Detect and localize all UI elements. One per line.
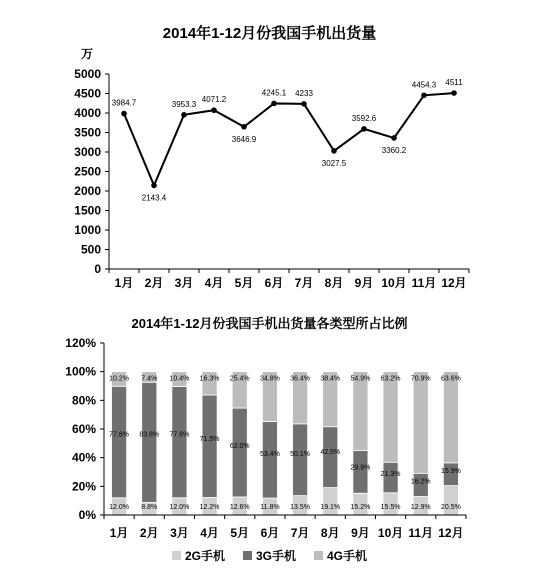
bar-chart-y-tick-label: 60%: [71, 422, 96, 436]
line-chart-data-label: 2143.4: [141, 193, 167, 203]
bar-segment-3g: [172, 387, 187, 498]
bar-chart-y-tick-label: 0%: [78, 508, 96, 522]
line-chart-data-label: 3646.9: [231, 134, 257, 144]
bar-segment-label: 29.9%: [350, 464, 371, 472]
bar-segment-label: 10.4%: [169, 375, 190, 383]
bar-segment-3g: [262, 422, 277, 499]
bar-segment-label: 11.8%: [260, 504, 280, 511]
bar-segment-3g: [323, 427, 338, 488]
line-chart-data-point: [241, 124, 247, 130]
bar-segment-label: 42.5%: [320, 449, 341, 457]
bar-segment-4g: [353, 372, 368, 451]
line-chart-data-point: [301, 101, 307, 107]
bar-segment-label: 62.0%: [229, 443, 250, 451]
bar-chart-y-tick-label: 120%: [65, 336, 96, 350]
bar-segment-3g: [353, 450, 368, 493]
bar-segment-label: 12.2%: [199, 504, 220, 511]
bar-segment-label: 83.8%: [139, 431, 160, 439]
line-chart-x-tick-label: 12月: [441, 276, 467, 290]
bar-segment-label: 70.9%: [410, 375, 431, 383]
line-chart-y-tick-label: 2000: [74, 184, 101, 198]
line-chart-data-label: 3027.5: [321, 158, 347, 168]
bar-chart-title: 2014年1-12月份我国手机出货量各类型所占比例: [131, 316, 408, 331]
bar-chart-y-tick-label: 20%: [71, 479, 96, 494]
legend-label-2g: 2G手机: [184, 549, 225, 563]
bar-segment-4g: [383, 372, 398, 463]
bar-segment-label: 21.3%: [380, 470, 401, 478]
line-chart-data-point: [331, 148, 337, 154]
bar-segment-label: 16.2%: [410, 478, 431, 486]
legend-item-2g: [172, 547, 225, 564]
bar-segment-label: 15.9%: [440, 468, 461, 476]
bar-segment-label: 71.5%: [199, 436, 220, 444]
bar-segment-label: 13.5%: [290, 504, 311, 511]
bar-segment-label: 77.6%: [169, 431, 190, 439]
bar-segment-4g: [443, 372, 458, 463]
line-chart-data-point: [151, 183, 157, 189]
bar-chart-x-tick-label: 8月: [320, 526, 340, 540]
line-chart-data-label: 4245.1: [261, 88, 287, 98]
line-chart-data-point: [421, 92, 427, 98]
legend-item-4g: [314, 547, 367, 564]
line-chart-data-point: [361, 126, 367, 132]
line-chart-y-tick-label: 3000: [74, 145, 101, 159]
line-chart-y-tick-label: 5000: [74, 67, 101, 81]
line-chart-data-label: 3360.2: [381, 145, 407, 155]
line-chart-x-tick-label: 5月: [234, 276, 254, 290]
legend-swatch-3g: [243, 551, 252, 560]
line-chart-data-point: [121, 111, 127, 117]
bar-segment-label: 54.9%: [350, 375, 371, 383]
bar-segment-label: 36.4%: [290, 375, 311, 383]
bar-segment-label: 38.4%: [320, 375, 341, 383]
line-chart-y-tick-label: 2500: [74, 164, 101, 179]
line-chart-title: 2014年1-12月份我国手机出货量: [162, 25, 377, 42]
line-chart-data-point: [181, 112, 187, 118]
line-chart-data-point: [391, 135, 397, 141]
bar-segment-label: 53.4%: [259, 450, 280, 458]
line-chart-y-tick-label: 500: [80, 242, 101, 257]
line-chart-data-point: [451, 90, 457, 96]
bar-segment-label: 12.0%: [109, 504, 130, 511]
bar-segment-3g: [293, 424, 308, 496]
line-chart-y-tick-label: 1500: [74, 203, 101, 218]
legend-label-4g: 4G手机: [327, 549, 368, 563]
bar-segment-label: 8.8%: [141, 504, 158, 511]
line-chart-data-label: 3953.3: [171, 99, 197, 109]
legend-swatch-2g: [172, 551, 181, 560]
line-chart-x-tick-label: 11月: [411, 276, 437, 290]
bar-chart-x-tick-label: 2月: [139, 526, 159, 540]
bar-segment-label: 20.5%: [440, 504, 461, 511]
bar-segment-3g: [202, 395, 217, 497]
line-chart-x-tick-label: 1月: [114, 276, 134, 290]
line-chart-x-tick-label: 10月: [381, 276, 407, 290]
line-chart-x-tick-label: 7月: [294, 276, 314, 290]
bar-chart-x-tick-label: 9月: [351, 526, 370, 540]
bar-chart-x-tick-label: 6月: [260, 526, 280, 540]
bar-segment-3g: [112, 386, 127, 498]
bar-chart-legend: [0, 547, 539, 564]
line-chart-x-tick-label: 3月: [174, 276, 194, 290]
bar-segment-label: 50.1%: [290, 451, 311, 459]
line-chart-data-label: 4511: [445, 78, 463, 88]
line-chart-x-tick-label: 6月: [264, 276, 284, 290]
line-chart-data-label: 4233: [295, 88, 313, 98]
line-chart-data-point: [211, 107, 217, 113]
bar-chart-x-tick-label: 4月: [200, 526, 219, 540]
line-chart-y-tick-label: 4000: [74, 106, 101, 120]
bar-chart-x-tick-label: 3月: [170, 526, 189, 540]
bar-segment-label: 7.4%: [141, 375, 158, 383]
bar-segment-label: 16.3%: [199, 375, 220, 383]
bar-chart-x-tick-label: 1月: [109, 526, 129, 540]
bar-segment-label: 25.4%: [229, 375, 250, 383]
bar-segment-3g: [232, 408, 247, 497]
bar-chart-y-tick-label: 40%: [71, 450, 96, 465]
line-chart-data-label: 4071.2: [201, 95, 227, 105]
line-chart-data-label: 3984.7: [111, 98, 137, 108]
line-chart-y-tick-label: 0: [94, 262, 101, 276]
line-chart-data-label: 3592.6: [351, 113, 377, 123]
line-chart-x-tick-label: 9月: [354, 276, 374, 290]
bar-chart-x-tick-label: 5月: [230, 526, 250, 540]
bar-segment-4g: [413, 372, 428, 474]
bar-segment-label: 12.0%: [169, 504, 190, 511]
bar-segment-label: 12.6%: [229, 504, 250, 511]
bar-chart-x-tick-label: 7月: [290, 526, 310, 540]
line-chart-data-point: [271, 101, 277, 107]
line-chart-y-unit-label: 万: [80, 47, 94, 61]
line-chart-data-label: 4454.3: [411, 80, 437, 90]
bar-segment-3g: [142, 382, 157, 502]
line-chart-x-tick-label: 4月: [204, 276, 224, 290]
line-chart-x-tick-label: 2月: [144, 276, 164, 290]
bar-segment-label: 63.6%: [440, 375, 461, 383]
line-chart-y-tick-label: 1000: [74, 223, 101, 237]
bar-segment-label: 10.2%: [109, 375, 130, 383]
line-chart-y-tick-label: 4500: [74, 86, 101, 101]
bar-segment-label: 77.8%: [109, 431, 130, 439]
bar-segment-label: 19.1%: [320, 504, 341, 511]
legend-item-3g: [243, 547, 296, 564]
line-chart-y-tick-label: 3500: [74, 125, 101, 140]
legend-label-3g: 3G手机: [255, 549, 296, 563]
bar-segment-label: 15.5%: [380, 504, 401, 511]
bar-chart-x-tick-label: 11月: [408, 526, 434, 540]
bar-chart-x-tick-label: 12月: [438, 526, 464, 540]
bar-chart-x-tick-label: 10月: [377, 526, 404, 540]
legend-swatch-4g: [314, 551, 323, 560]
bar-chart-y-tick-label: 100%: [65, 364, 96, 379]
line-chart-x-tick-label: 8月: [324, 276, 344, 290]
bar-chart-y-tick-label: 80%: [71, 393, 96, 408]
bar-segment-label: 15.2%: [350, 504, 371, 511]
bar-segment-label: 63.2%: [380, 375, 401, 383]
bar-segment-label: 12.9%: [410, 504, 431, 511]
bar-segment-label: 34.8%: [259, 375, 280, 383]
